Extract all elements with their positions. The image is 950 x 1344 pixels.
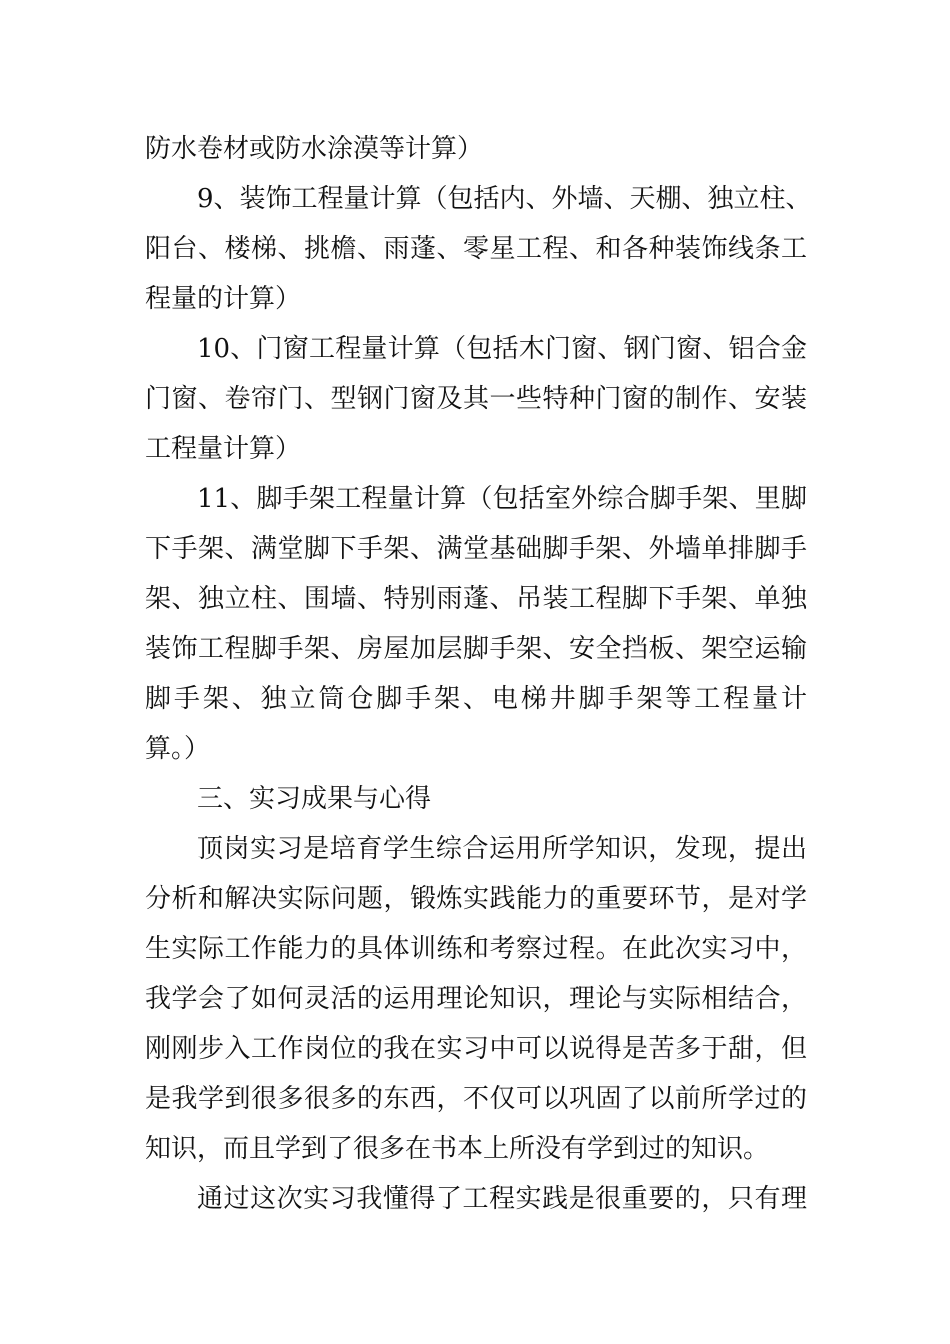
paragraph-11-line-3: 架、独立柱、围墙、特别雨蓬、吊装工程脚下手架、单独 — [145, 584, 807, 614]
paragraph-11-line-4: 装饰工程脚手架、房屋加层脚手架、安全挡板、架空运输 — [145, 634, 807, 664]
section-heading: 三、实习成果与心得 — [197, 784, 432, 814]
paragraph-10-line-1: 10、门窗工程量计算（包括木门窗、钢门窗、铝合金 — [197, 334, 807, 364]
paragraph-11-line-1: 11、脚手架工程量计算（包括室外综合脚手架、里脚 — [197, 484, 807, 514]
paragraph-9-line-3: 程量的计算） — [145, 284, 302, 314]
paragraph-a-line-4: 我学会了如何灵活的运用理论知识，理论与实际相结合， — [145, 984, 807, 1014]
paragraph-10-line-2: 门窗、卷帘门、型钢门窗及其一些特种门窗的制作、安装 — [145, 384, 807, 414]
paragraph-9-line-2: 阳台、楼梯、挑檐、雨蓬、零星工程、和各种装饰线条工 — [145, 234, 807, 264]
paragraph-a-line-6: 是我学到很多很多的东西，不仅可以巩固了以前所学过的 — [145, 1084, 807, 1114]
text-line-1: 防水卷材或防水涂漠等计算） — [145, 134, 484, 164]
paragraph-a-line-1: 顶岗实习是培育学生综合运用所学知识，发现，提出 — [197, 834, 807, 864]
paragraph-a-line-2: 分析和解决实际问题，锻炼实践能力的重要环节，是对学 — [145, 884, 807, 914]
paragraph-a-line-5: 刚刚步入工作岗位的我在实习中可以说得是苦多于甜，但 — [145, 1034, 807, 1064]
paragraph-11-line-2: 下手架、满堂脚下手架、满堂基础脚手架、外墙单排脚手 — [145, 534, 807, 564]
paragraph-11-line-5: 脚手架、独立筒仓脚手架、电梯井脚手架等工程量计 — [145, 684, 807, 714]
paragraph-b-line-1: 通过这次实习我懂得了工程实践是很重要的，只有理 — [197, 1184, 807, 1214]
paragraph-9-line-1: 9、装饰工程量计算（包括内、外墙、天棚、独立柱、 — [197, 184, 812, 214]
paragraph-a-line-7: 知识，而且学到了很多在书本上所没有学到过的知识。 — [145, 1134, 770, 1164]
paragraph-a-line-3: 生实际工作能力的具体训练和考察过程。在此次实习中， — [145, 934, 807, 964]
paragraph-10-line-3: 工程量计算） — [145, 434, 302, 464]
paragraph-11-line-6: 算。） — [145, 734, 211, 764]
